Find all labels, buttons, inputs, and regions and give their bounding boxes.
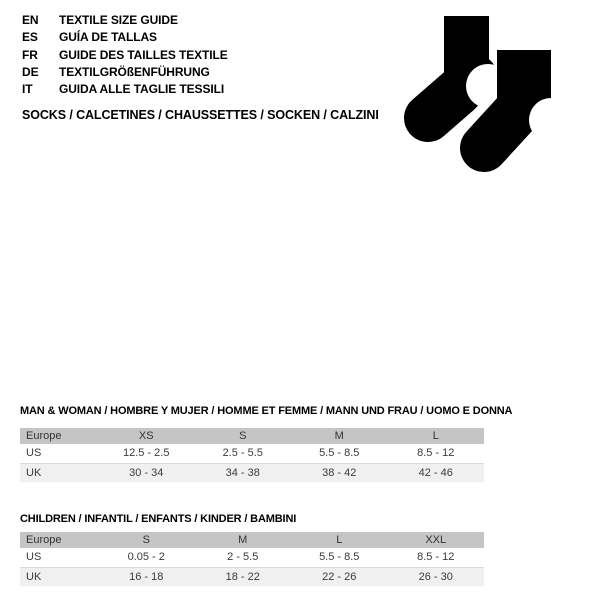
- column-header: S: [98, 532, 195, 548]
- size-table-adults: [20, 404, 513, 482]
- size-cell: 5.5 - 8.5: [291, 548, 388, 567]
- size-cell: 42 - 46: [388, 463, 485, 482]
- lang-row-es: [22, 30, 228, 47]
- lang-code: EN: [22, 13, 39, 27]
- table-row-uk: [20, 567, 484, 586]
- region-cell: UK: [20, 463, 98, 482]
- size-table-children: [20, 512, 484, 586]
- region-cell: US: [20, 548, 98, 567]
- lang-code: FR: [22, 47, 38, 62]
- size-cell: 5.5 - 8.5: [291, 444, 388, 463]
- size-cell: 30 - 34: [98, 463, 195, 482]
- size-cell: 0.05 - 2: [98, 548, 195, 567]
- column-header: M: [291, 428, 388, 444]
- table-header-row: [20, 428, 484, 444]
- table-row-us: [20, 444, 484, 463]
- lang-row-en: [22, 13, 228, 30]
- table-row-uk: [20, 463, 484, 482]
- lang-code: IT: [22, 82, 33, 97]
- size-cell: 2.5 - 5.5: [195, 444, 292, 463]
- column-header: Europe: [20, 428, 98, 444]
- size-cell: 22 - 26: [291, 567, 388, 586]
- column-header: L: [388, 428, 485, 444]
- language-list: [22, 13, 228, 99]
- size-cell: 38 - 42: [291, 463, 388, 482]
- column-header: Europe: [20, 532, 98, 548]
- size-cell: 2 - 5.5: [195, 548, 292, 567]
- region-cell: US: [20, 444, 98, 463]
- lang-row-it: [22, 82, 228, 99]
- table-header-row: [20, 532, 484, 548]
- lang-label: TEXTILE SIZE GUIDE: [59, 13, 178, 27]
- lang-code: DE: [22, 64, 39, 79]
- category-line: SOCKS / CALCETINES / CHAUSSETTES / SOCKEN / CALZINI: [22, 108, 379, 122]
- size-cell: 26 - 30: [388, 567, 485, 586]
- lang-code: ES: [22, 30, 38, 45]
- column-header: M: [195, 532, 292, 548]
- column-header: XS: [98, 428, 195, 444]
- column-header: S: [195, 428, 292, 444]
- lang-label: TEXTILGRÖßENFÜHRUNG: [59, 64, 210, 79]
- region-cell: UK: [20, 567, 98, 586]
- lang-label: GUIDA ALLE TAGLIE TESSILI: [59, 82, 225, 97]
- lang-row-fr: [22, 48, 228, 65]
- adults-size-table: [20, 428, 484, 482]
- column-header: L: [291, 532, 388, 548]
- lang-row-de: [22, 65, 228, 82]
- column-header: XXL: [388, 532, 485, 548]
- table-row-us: [20, 548, 484, 567]
- size-cell: 16 - 18: [98, 567, 195, 586]
- size-cell: 8.5 - 12: [388, 444, 485, 463]
- size-cell: 18 - 22: [195, 567, 292, 586]
- lang-label: GUÍA DE TALLAS: [59, 30, 157, 45]
- table-title: MAN & WOMAN / HOMBRE Y MUJER / HOMME ET FEMME / MANN UND FRAU / UOMO E DONNA: [20, 405, 513, 417]
- socks-icon: [388, 6, 568, 178]
- children-size-table: [20, 532, 484, 586]
- lang-label: GUIDE DES TAILLES TEXTILE: [59, 47, 228, 62]
- size-cell: 12.5 - 2.5: [98, 444, 195, 463]
- size-cell: 34 - 38: [195, 463, 292, 482]
- table-title: CHILDREN / INFANTIL / ENFANTS / KINDER / BAMBINI: [20, 513, 297, 525]
- size-cell: 8.5 - 12: [388, 548, 485, 567]
